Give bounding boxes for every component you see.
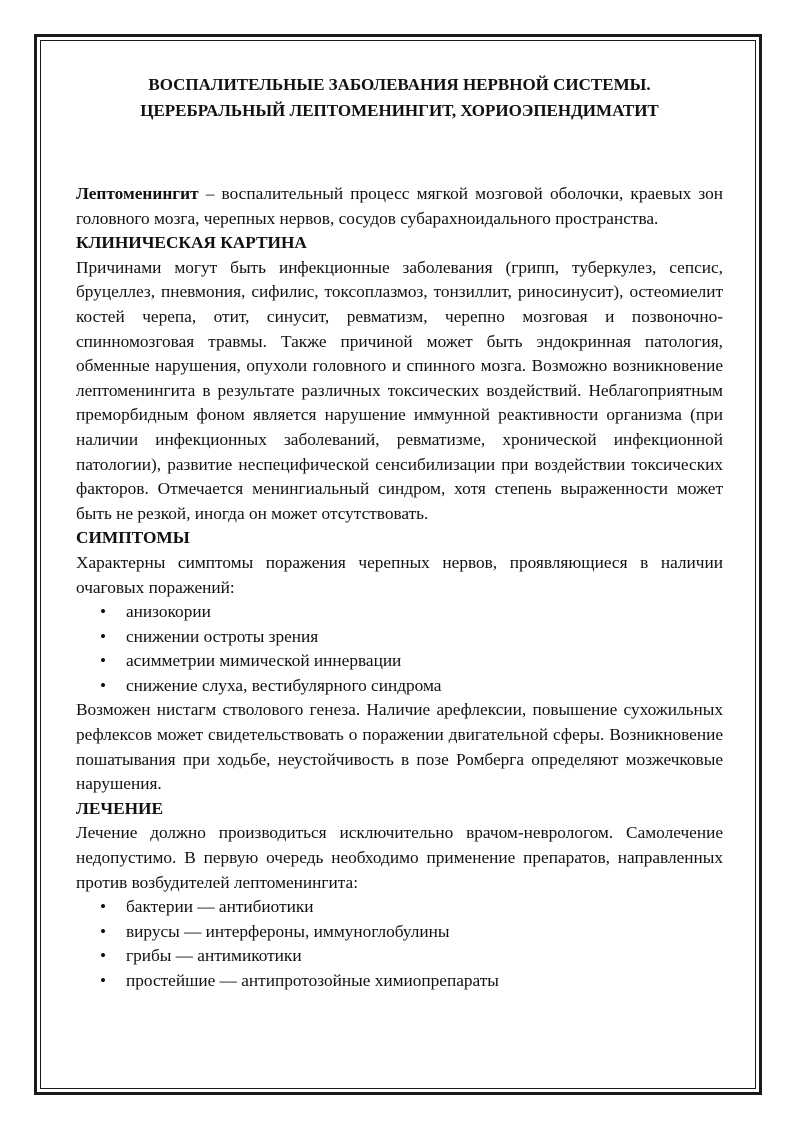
bullet-icon: • [100, 946, 107, 966]
list-item [76, 674, 723, 699]
bullet-icon: • [100, 921, 107, 941]
list-item [76, 944, 723, 969]
list-item-text: анизокории [126, 602, 211, 622]
title-spacer [76, 124, 723, 182]
list-item-text: простейшие — антипротозойные химиопрепараты [126, 971, 499, 990]
list-item [76, 649, 723, 674]
title-line-2: ЦЕРЕБРАЛЬНЫЙ ЛЕПТОМЕНИНГИТ, ХОРИОЭПЕНДИМАТИТ [140, 101, 659, 120]
list-item-text: вирусы — интерфероны, иммуноглобулины [126, 921, 450, 941]
bullet-icon: • [100, 971, 107, 990]
bullet-icon: • [100, 897, 107, 917]
treatment-list [76, 895, 723, 993]
list-item-text: снижение слуха, вестибулярного синдрома [126, 675, 442, 695]
list-item-text: бактерии — антибиотики [126, 897, 314, 917]
document-body [76, 72, 723, 994]
title-line-1: ВОСПАЛИТЕЛЬНЫЕ ЗАБОЛЕВАНИЯ НЕРВНОЙ СИСТЕМЫ. [148, 75, 651, 94]
clinical-heading: КЛИНИЧЕСКАЯ КАРТИНА [76, 233, 307, 253]
list-item-text: грибы — антимикотики [126, 946, 302, 966]
definition-text: – воспалительный процесс мягкой мозговой оболочки, краевых зон головного мозга, черепных нервов, сосудов субарахноидального пространства. [76, 184, 723, 228]
symptoms-intro: Характерны симптомы поражения черепных нервов, проявляющиеся в наличии очаговых поражений: [76, 552, 723, 597]
list-item [76, 920, 723, 945]
treatment-heading: ЛЕЧЕНИЕ [76, 798, 164, 818]
list-item [76, 969, 723, 994]
clinical-paragraph: Причинами могут быть инфекционные заболевания (грипп, туберкулез, сепсис, бруцеллез, пневмония, сифилис, токсоплазмоз, тонзиллит, риносинусит), остеомиелит костей черепа, отит, синусит, ревматизм, черепно мозговая и позвоночно-спинномозговая травмы. Также причиной может быть эндокринная патология, обменные нарушения, опухоли головного и спинного мозга. Возможно возникновение лептоменингита в результате различных токсических воздействий. Неблагоприятным преморбидным фоном является нарушение иммунной реактивности организма (при наличии инфекционных заболеваний, ревматизме, хронической инфекционной патологии), развитие неспецифической сенсибилизации при воздействии токсических факторов. Отмечается менингиальный синдром, хотя степень выраженности может быть не резкой, иногда он может отсутствовать. [76, 257, 723, 523]
treatment-intro: Лечение должно производиться исключительно врачом-неврологом. Самолечение недопустимо. В первую очередь необходимо применение препаратов, направленных против возбудителей лептоменингита: [76, 823, 723, 892]
bullet-icon: • [100, 602, 107, 622]
list-item-text: снижении остроты зрения [126, 626, 319, 646]
bullet-icon: • [100, 626, 107, 646]
list-item [76, 625, 723, 650]
list-item-text: асимметрии мимической иннервации [126, 651, 402, 671]
symptoms-list [76, 600, 723, 698]
bullet-icon: • [100, 651, 107, 671]
bullet-icon: • [100, 675, 107, 695]
symptoms-heading: СИМПТОМЫ [76, 528, 190, 548]
definition-term: Лептоменингит [76, 184, 199, 203]
document-title [76, 72, 723, 124]
definition-paragraph [76, 182, 723, 231]
list-item [76, 895, 723, 920]
symptoms-after-paragraph: Возможен нистагм стволового генеза. Наличие арефлексии, повышение сухожильных рефлексов может свидетельствовать о поражении двигательной сферы. Возникновение пошатывания при ходьбе, неустойчивость в позе Ромберга определяют мозжечковые нарушения. [76, 700, 723, 794]
list-item [76, 600, 723, 625]
